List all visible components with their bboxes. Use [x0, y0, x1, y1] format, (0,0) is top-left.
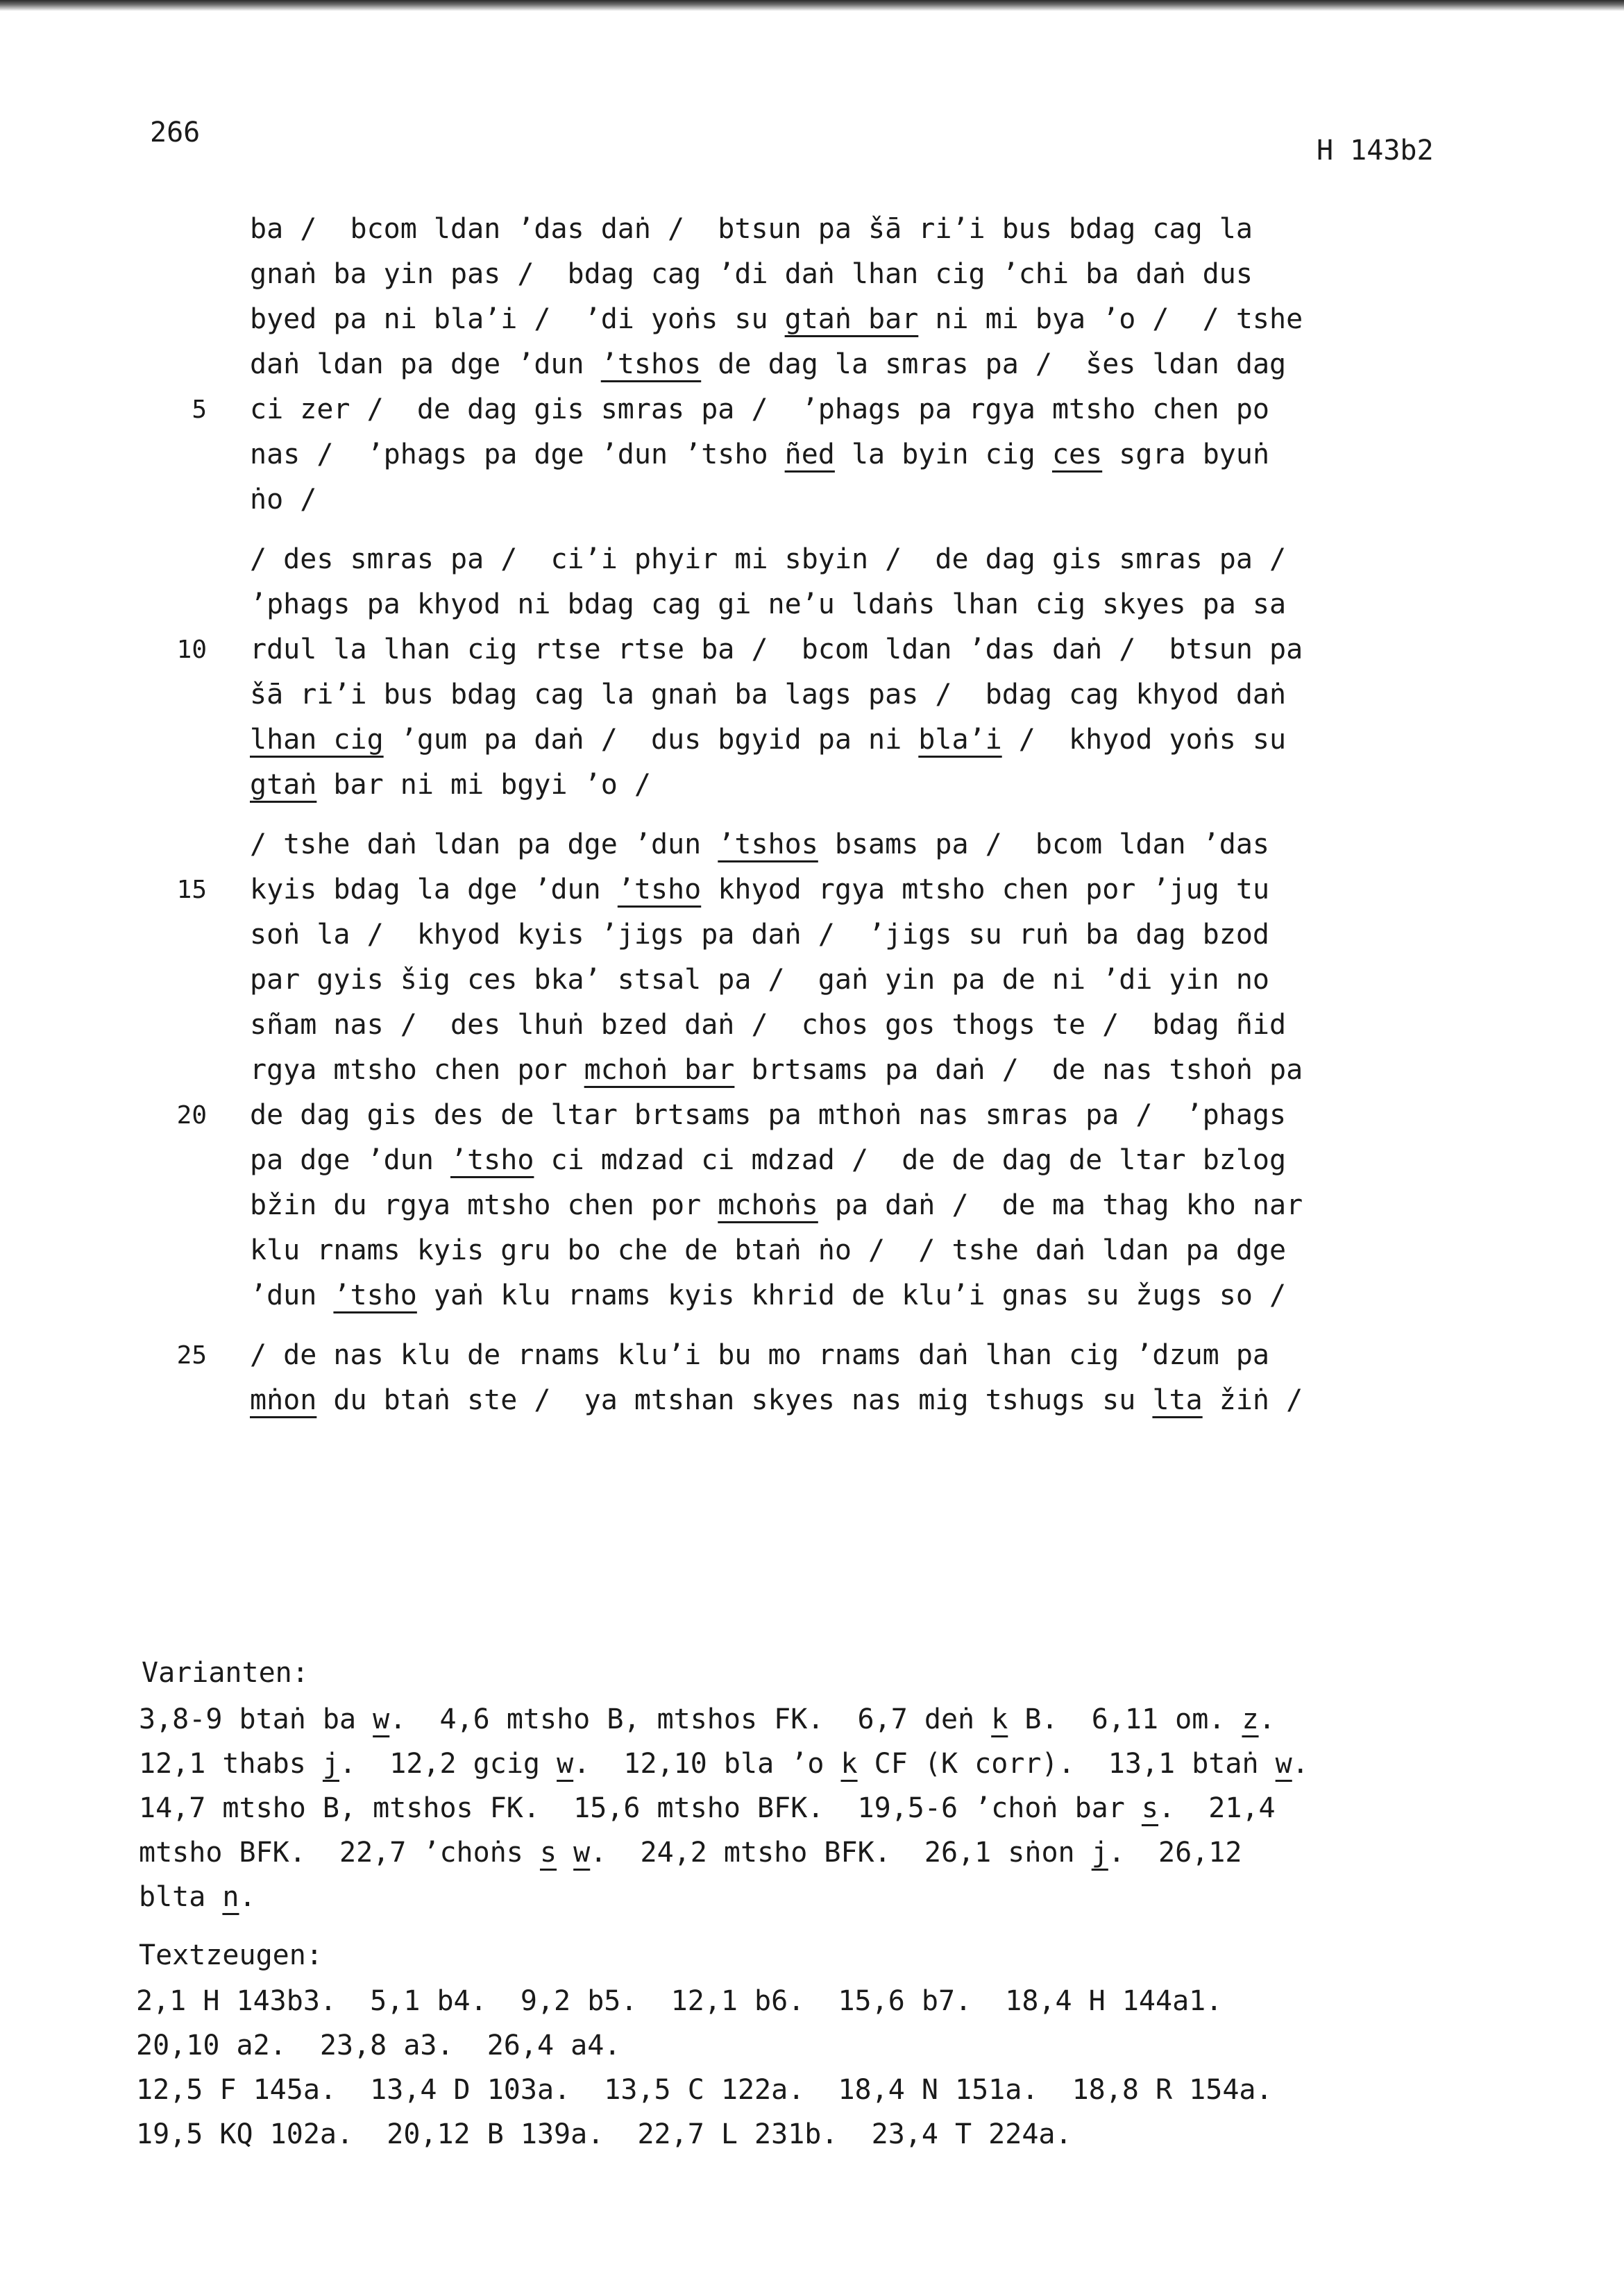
text-line: [176, 1093, 1444, 1138]
text-line: [176, 1333, 1444, 1378]
text-segment: de dag gis des de ltar brtsams pa mthoṅ nas smras pa / ’phags: [250, 1099, 1287, 1131]
text-line: [250, 958, 1444, 1003]
text-segment: pa daṅ / de ma thag kho nar: [818, 1189, 1303, 1221]
text-segment: nas / ’phags pa dge ’dun ’tsho: [250, 439, 785, 470]
textzeugen-line: [136, 2023, 1455, 2068]
varianten-line: [139, 1742, 1457, 1786]
text-segment: bar ni mi bgyi ’o /: [316, 769, 651, 801]
text-segment: 20,10 a2. 23,8 a3. 26,4 a4.: [136, 2030, 621, 2061]
text-segment: yaṅ klu rnams kyis khrid de klu’i gnas su žugs so /: [416, 1279, 1287, 1311]
text-segment: sñam nas / des lhuṅ bzed daṅ / chos gos thogs te / bdag ñid: [250, 1009, 1287, 1041]
text-segment: 14,7 mtsho B, mtshos FK. 15,6 mtsho BFK. 19,5-6 ’choṅ bar: [139, 1792, 1142, 1824]
text-segment: . 24,2 mtsho BFK. 26,1 sṅon: [590, 1837, 1092, 1869]
page-number: 266: [150, 117, 201, 148]
folio-reference: H 143b2: [1317, 135, 1434, 167]
underlined-word: ’tsho: [617, 874, 702, 905]
text-segment: ’gum pa daṅ / dus bgyid pa ni: [383, 724, 919, 756]
text-segment: rdul la lhan cig rtse rtse ba / bcom ldan ’das daṅ / btsun pa: [250, 633, 1303, 665]
underlined-word: w: [557, 1748, 574, 1780]
varianten-line: [139, 1830, 1457, 1875]
textzeugen-line: [136, 2068, 1455, 2112]
underlined-word: mṅon: [250, 1384, 317, 1416]
varianten-line: [139, 1697, 1457, 1742]
line-number: 5: [192, 396, 207, 424]
text-segment: rgya mtsho chen por: [250, 1054, 584, 1086]
text-line: [250, 1183, 1444, 1228]
text-segment: pa dge ’dun: [250, 1144, 450, 1176]
text-segment: / khyod yoṅs su: [1001, 724, 1287, 756]
underlined-word: mchoṅs: [718, 1189, 818, 1221]
text-segment: B. 6,11 om.: [1008, 1703, 1242, 1735]
text-segment: . 21,4: [1158, 1792, 1276, 1824]
text-segment: ’dun: [250, 1279, 334, 1311]
text-line: [250, 297, 1444, 342]
text-line: [250, 537, 1444, 582]
text-line: [250, 1228, 1444, 1273]
text-segment: bsams pa / bcom ldan ’das: [818, 828, 1270, 860]
text-line: [250, 582, 1444, 627]
text-line: [250, 1378, 1444, 1423]
text-segment: bžin du rgya mtsho chen por: [250, 1189, 718, 1221]
underlined-word: lta: [1152, 1384, 1203, 1416]
underlined-word: lhan cig: [250, 724, 384, 756]
text-segment: 3,8-9 btaṅ ba: [139, 1703, 373, 1735]
underlined-word: ’tsho: [333, 1279, 417, 1311]
textzeugen-heading: Textzeugen:: [139, 1939, 323, 1971]
text-segment: .: [1258, 1703, 1276, 1735]
text-segment: brtsams pa daṅ / de nas tshoṅ pa: [734, 1054, 1303, 1086]
text-segment: ci mdzad ci mdzad / de de dag de ltar bzlog: [534, 1144, 1287, 1176]
text-segment: 12,5 F 145a. 13,4 D 103a. 13,5 C 122a. 18,4 N 151a. 18,8 R 154a.: [136, 2074, 1273, 2106]
underlined-word: bla’i: [918, 724, 1002, 756]
underlined-word: s: [1141, 1792, 1159, 1824]
text-segment: 19,5 KQ 102a. 20,12 B 139a. 22,7 L 231b. 23,4 T 224a.: [136, 2118, 1072, 2150]
line-number: 20: [176, 1101, 207, 1130]
underlined-word: gtaṅ bar: [784, 303, 919, 335]
text-segment: [557, 1837, 573, 1869]
text-line: [250, 672, 1444, 717]
varianten-list: [139, 1697, 1457, 1919]
text-line: [176, 867, 1444, 912]
text-segment: ṅo /: [250, 484, 317, 516]
text-line: [250, 763, 1444, 808]
text-segment: la byin cig: [834, 439, 1052, 470]
line-number: 10: [176, 636, 207, 664]
underlined-word: gtaṅ: [250, 769, 317, 801]
textzeugen-line: [136, 2112, 1455, 2157]
underlined-word: ’tshos: [718, 828, 818, 860]
varianten-line: [139, 1875, 1457, 1919]
textzeugen-line: [136, 1979, 1455, 2023]
underlined-word: j: [322, 1748, 339, 1780]
underlined-word: mchoṅ bar: [584, 1054, 735, 1086]
varianten-line: [139, 1786, 1457, 1830]
text-segment: 2,1 H 143b3. 5,1 b4. 9,2 b5. 12,1 b6. 15,6 b7. 18,4 H 144a1.: [136, 1985, 1223, 2017]
text-line: [250, 717, 1444, 763]
text-segment: / tshe daṅ ldan pa dge ’dun: [250, 828, 718, 860]
text-line: [250, 1003, 1444, 1048]
underlined-word: s: [539, 1837, 557, 1869]
text-segment: .: [1292, 1748, 1309, 1780]
underlined-word: ’tsho: [450, 1144, 534, 1176]
main-text: [176, 207, 1444, 1423]
text-segment: klu rnams kyis gru bo che de btaṅ ṅo / / tshe daṅ ldan pa dge: [250, 1234, 1287, 1266]
text-segment: . 4,6 mtsho B, mtshos FK. 6,7 deṅ: [389, 1703, 992, 1735]
text-segment: .: [239, 1881, 256, 1913]
textzeugen-list: [136, 1979, 1455, 2157]
text-segment: de dag la smras pa / šes ldan dag: [701, 348, 1287, 380]
text-segment: ’phags pa khyod ni bdag cag gi ne’u ldaṅs lhan cig skyes pa sa: [250, 588, 1287, 620]
underlined-word: j: [1091, 1837, 1108, 1869]
text-line: [176, 627, 1444, 672]
line-number: 15: [176, 876, 207, 904]
text-segment: soṅ la / khyod kyis ’jigs pa daṅ / ’jigs su ruṅ ba dag bzod: [250, 919, 1270, 951]
text-line: [250, 477, 1444, 522]
text-segment: khyod rgya mtsho chen por ’jug tu: [701, 874, 1270, 905]
text-segment: šā ri’i bus bdag cag la gnaṅ ba lags pas / bdag cag khyod daṅ: [250, 679, 1287, 711]
text-line: [250, 822, 1444, 867]
text-segment: / de nas klu de rnams klu’i bu mo rnams daṅ lhan cig ’dzum pa: [250, 1339, 1270, 1371]
underlined-word: k: [991, 1703, 1008, 1735]
underlined-word: n: [222, 1881, 239, 1913]
text-line: [250, 342, 1444, 387]
text-segment: mtsho BFK. 22,7 ’choṅs: [139, 1837, 540, 1869]
underlined-word: ñed: [784, 439, 835, 470]
text-line: [192, 387, 1444, 432]
text-segment: du btaṅ ste / ya mtshan skyes nas mig tshugs su: [316, 1384, 1153, 1416]
text-segment: ba / bcom ldan ’das daṅ / btsun pa šā ri’i bus bdag cag la: [250, 213, 1253, 245]
text-segment: ni mi bya ’o / / tshe: [918, 303, 1303, 335]
text-segment: CF (K corr). 13,1 btaṅ: [857, 1748, 1276, 1780]
varianten-heading: Varianten:: [142, 1657, 309, 1689]
text-segment: . 12,10 bla ’o: [573, 1748, 841, 1780]
underlined-word: w: [373, 1703, 390, 1735]
text-segment: . 12,2 gcig: [339, 1748, 557, 1780]
text-line: [250, 432, 1444, 477]
text-line: [250, 1048, 1444, 1093]
text-segment: gnaṅ ba yin pas / bdag cag ’di daṅ lhan cig ’chi ba daṅ dus: [250, 258, 1253, 290]
underlined-word: k: [840, 1748, 858, 1780]
text-segment: par gyis šig ces bka’ stsal pa / gaṅ yin pa de ni ’di yin no: [250, 964, 1270, 996]
line-number: 25: [176, 1341, 207, 1370]
text-segment: daṅ ldan pa dge ’dun: [250, 348, 601, 380]
text-segment: ci zer / de dag gis smras pa / ’phags pa rgya mtsho chen po: [250, 393, 1270, 425]
underlined-word: ces: [1051, 439, 1103, 470]
text-line: [250, 207, 1444, 252]
text-line: [250, 1273, 1444, 1318]
text-line: [250, 252, 1444, 297]
text-segment: . 26,12: [1108, 1837, 1242, 1869]
text-line: [250, 1138, 1444, 1183]
underlined-word: w: [1275, 1748, 1292, 1780]
text-segment: žiṅ /: [1202, 1384, 1303, 1416]
text-segment: kyis bdag la dge ’dun: [250, 874, 618, 905]
text-line: [250, 912, 1444, 958]
text-segment: sgra byuṅ: [1102, 439, 1270, 470]
text-segment: blta: [139, 1881, 223, 1913]
underlined-word: z: [1242, 1703, 1259, 1735]
underlined-word: ’tshos: [600, 348, 702, 380]
underlined-word: w: [573, 1837, 591, 1869]
text-segment: byed pa ni bla’i / ’di yoṅs su: [250, 303, 785, 335]
text-segment: 12,1 thabs: [139, 1748, 323, 1780]
scan-top-edge: [0, 0, 1624, 11]
text-segment: / des smras pa / ci’i phyir mi sbyin / de dag gis smras pa /: [250, 543, 1287, 575]
